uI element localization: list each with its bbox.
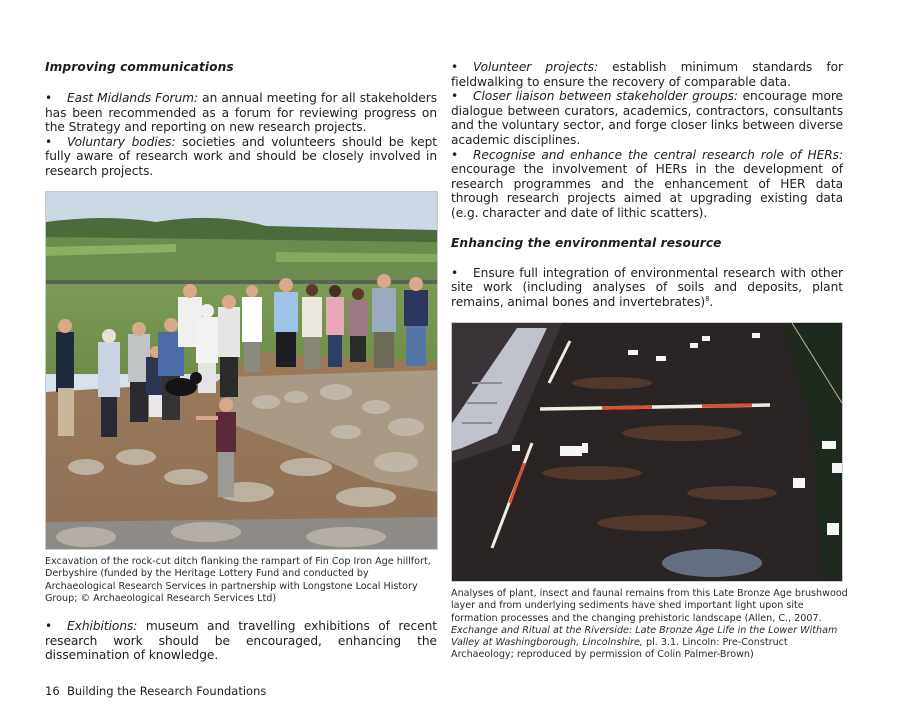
photo-caption-fin-cop: Excavation of the rock-cut ditch flanking the rampart of Fin Cop Iron Age hillfort, Derbyshire (funded by the Heritage Lottery Fund and conducted by Archaeological Research Services in partnership with Longstone Local History Group; © Archaeological Research Services Ltd) — [45, 556, 431, 604]
photo-fin-cop-excavation — [45, 191, 438, 550]
left-column-bottom — [45, 619, 437, 663]
item-term: Recognise and enhance the central research role of HERs: — [473, 147, 843, 162]
bullet: • — [45, 134, 53, 149]
item-text: an annual meeting for all stakeholders has been recommended as a forum for reviewing progress on the Strategy and reporting on new research projects. — [45, 91, 437, 135]
item-term: Closer liaison between stakeholder groups: — [473, 89, 738, 104]
section-heading-communications: Improving communications — [45, 60, 234, 74]
item-end: . — [709, 294, 714, 309]
list-item-voluntary-bodies — [45, 135, 437, 179]
list-item-exhibitions — [45, 619, 437, 663]
footnote-marker: 8 — [705, 294, 710, 303]
footer-title: Building the Research Foundations — [66, 684, 267, 698]
list-item-closer-liaison — [451, 89, 843, 147]
list-item-volunteer-projects — [451, 60, 843, 89]
bullet: • — [451, 147, 459, 162]
list-item-hers-role — [451, 148, 843, 221]
caption-text: Analyses of plant, insect and faunal remains from this Late Bronze Age brushwood layer and from underlying sediments have shed important light upon site formation processes and the changing prehistoric landscape (Allen, C., 2007. — [451, 588, 848, 624]
item-text: encourage more dialogue between curators, academics, contractors, consultants and the voluntary sector, and forge closer links between diverse academic disciplines. — [451, 89, 843, 147]
list-item-environmental-integration — [451, 266, 843, 310]
left-column — [45, 60, 437, 179]
bullet: • — [451, 60, 459, 74]
bullet: • — [45, 619, 53, 633]
item-term: Exhibitions: — [67, 619, 138, 633]
photo-caption-brushwood — [451, 588, 851, 662]
page-number: 16 — [45, 684, 60, 698]
section-heading-environmental: Enhancing the environmental resource — [451, 235, 722, 250]
caption-citation-title: Exchange and Ritual at the Riverside: Late Bronze Age Life in the Lower Witham Valley at Washingborough, Lincolnshire, — [451, 624, 838, 649]
item-text: societies and volunteers should be kept fully aware of research work and should be closely involved in research projects. — [45, 134, 437, 178]
list-item-east-midlands-forum — [45, 91, 437, 135]
item-term: Volunteer projects: — [473, 60, 598, 74]
right-column — [451, 60, 843, 309]
item-text: museum and travelling exhibitions of recent research work should be encouraged, enhancing the dissemination of knowledge. — [45, 619, 437, 663]
item-text: establish minimum standards for fieldwalking to ensure the recovery of comparable data. — [451, 60, 843, 89]
photo-brushwood-layer — [451, 322, 843, 582]
item-text: Ensure full integration of environmental research with other site work (including analyses of soils and deposits, plant remains, animal bones and invertebrates) — [451, 265, 843, 309]
item-term: Voluntary bodies: — [67, 134, 176, 149]
page-footer — [45, 684, 266, 698]
bullet: • — [451, 265, 459, 280]
caption-text-end: pl. 3.1. Lincoln: Pre-Construct Archaeology; reproduced by permission of Colin Palmer-Brown) — [451, 637, 788, 661]
bullet: • — [45, 91, 53, 105]
item-text: encourage the involvement of HERs in the development of research programmes and the enhancement of HER data through research projects aimed at upgrading existing data (e.g. character and date of lithic scatters). — [451, 162, 843, 220]
bullet: • — [451, 89, 459, 104]
item-term: East Midlands Forum: — [67, 91, 199, 105]
